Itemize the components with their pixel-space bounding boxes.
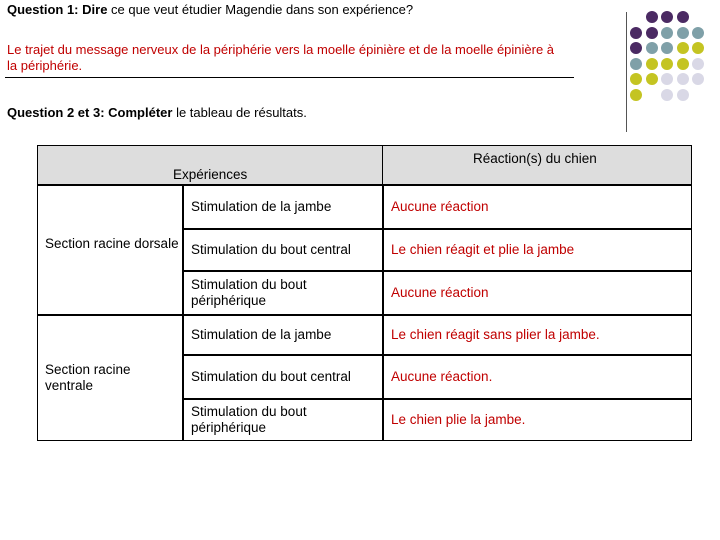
reaction-cell: Le chien plie la jambe. xyxy=(383,399,692,441)
decorative-dot xyxy=(661,27,673,39)
question-2-label: Question 2 et 3: xyxy=(7,105,105,120)
decorative-dot xyxy=(661,42,673,54)
decorative-dot xyxy=(677,73,689,85)
question-1-text: ce que veut étudier Magendie dans son expérience? xyxy=(107,2,414,17)
decorative-dot xyxy=(630,27,642,39)
stimulation-cell: Stimulation de la jambe xyxy=(183,315,383,355)
decorative-dot xyxy=(630,73,642,85)
decorative-dot xyxy=(661,11,673,23)
decorative-dot xyxy=(646,27,658,39)
section-cell-ventral: Section racine ventrale xyxy=(37,315,183,441)
decorative-dot xyxy=(661,89,673,101)
stimulation-cell: Stimulation du bout périphérique xyxy=(183,271,383,315)
decorative-dot xyxy=(677,58,689,70)
decorative-dot xyxy=(646,58,658,70)
decorative-dot xyxy=(630,58,642,70)
results-table xyxy=(37,145,692,441)
decorative-dot xyxy=(661,58,673,70)
reaction-cell: Aucune réaction xyxy=(383,271,692,315)
decorative-dot xyxy=(677,11,689,23)
decorative-dot xyxy=(677,89,689,101)
reaction-cell: Le chien réagit sans plier la jambe. xyxy=(383,315,692,355)
decorative-dot xyxy=(692,27,704,39)
stimulation-cell: Stimulation du bout périphérique xyxy=(183,399,383,441)
decorative-dot xyxy=(630,42,642,54)
table-header-reaction xyxy=(383,145,692,185)
decorative-dot xyxy=(646,11,658,23)
question-2-text: le tableau de résultats. xyxy=(172,105,307,120)
decorative-dot xyxy=(661,73,673,85)
question-1-verb: Dire xyxy=(82,2,108,17)
header-experiences-label: Expériences xyxy=(173,167,248,182)
decorative-dot xyxy=(677,27,689,39)
decorative-vertical-line xyxy=(626,12,627,132)
header-reaction-label: Réaction(s) du chien xyxy=(473,151,597,166)
reaction-cell: Aucune réaction. xyxy=(383,355,692,399)
divider-line xyxy=(5,77,574,78)
decorative-dot xyxy=(646,73,658,85)
decorative-dot xyxy=(692,58,704,70)
stimulation-cell: Stimulation du bout central xyxy=(183,355,383,399)
question-1-label: Question 1: xyxy=(7,2,79,17)
reaction-cell: Le chien réagit et plie la jambe xyxy=(383,229,692,271)
decorative-dot xyxy=(677,42,689,54)
stimulation-cell: Stimulation du bout central xyxy=(183,229,383,271)
decorative-dot xyxy=(630,89,642,101)
question-2-verb: Compléter xyxy=(108,105,173,120)
decorative-dot xyxy=(692,42,704,54)
answer-1: Le trajet du message nerveux de la périphérie vers la moelle épinière et de la moelle épinière à la périphérie. xyxy=(7,42,555,73)
decorative-dot xyxy=(692,73,704,85)
table-header-experiences xyxy=(37,145,383,185)
stimulation-cell: Stimulation de la jambe xyxy=(183,185,383,229)
question-1 xyxy=(7,2,413,17)
decorative-dot xyxy=(646,42,658,54)
question-2 xyxy=(7,105,307,120)
section-cell-dorsal: Section racine dorsale xyxy=(37,185,183,315)
reaction-cell: Aucune réaction xyxy=(383,185,692,229)
